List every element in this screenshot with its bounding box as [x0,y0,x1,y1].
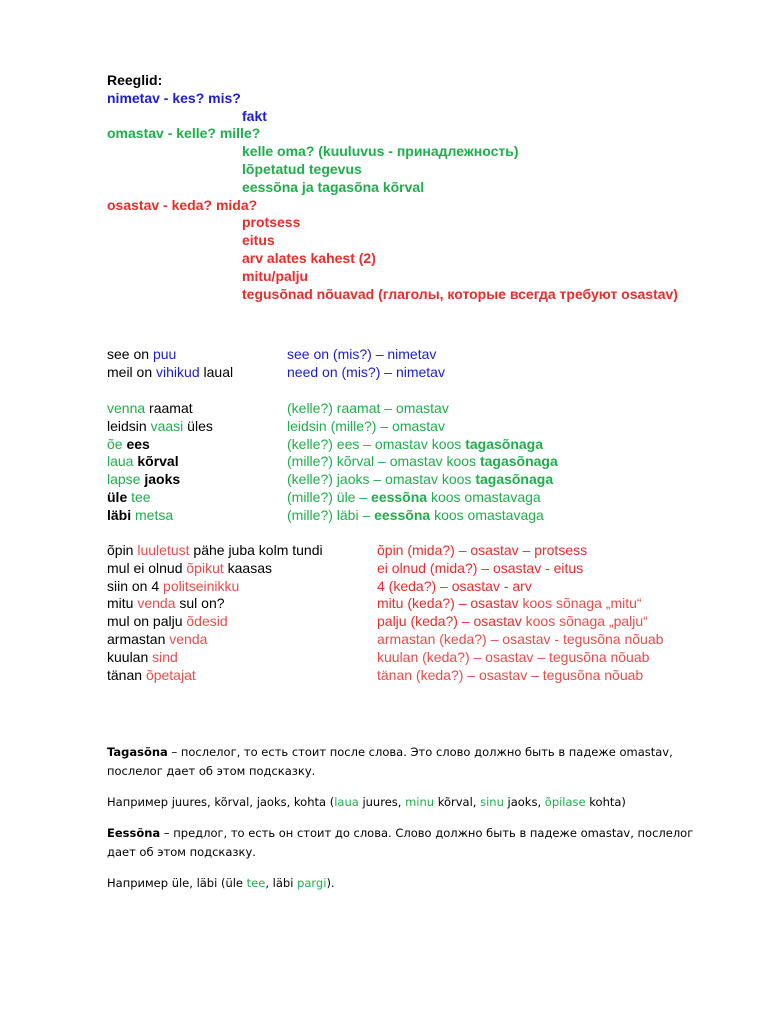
example-explanation: leidsin (mille?) – omastav [287,417,445,434]
highlighted-word: venda [137,595,176,612]
example-text: õpin [107,542,138,558]
note-text: üle [225,876,247,890]
note-text: jaoks [503,795,538,809]
osastav-rule-item: eitus [242,232,275,249]
explanation-term: tagasõnaga [479,453,558,470]
highlighted-word: tee [127,488,151,505]
highlighted-word: vihikud [156,363,200,380]
example-explanation [287,489,541,507]
explanation-note: koos sõnaga „palju“ [525,613,648,630]
highlighted-word: laua [334,795,359,809]
definition-text: – предлог, то есть он стоит до слова. Слово должно быть в падеже omastav, послелог дает об этом подсказку. [107,826,694,859]
example-text: raamat [145,400,193,416]
example-explanation: see on (mis?) – nimetav [287,346,437,362]
tagasona-definition [107,743,707,781]
osastav-rule-item: mitu/palju [242,267,309,284]
tagasona-examples [107,793,707,812]
explanation-text: koos omastavaga [430,506,544,523]
example-sentence [107,560,272,578]
highlighted-word: politseinikku [163,577,240,594]
separator: , [265,876,273,890]
example-explanation: 4 (keda?) – osastav - arv [377,577,532,594]
example-text: kaasas [223,559,272,576]
example-sentence [107,346,176,364]
highlighted-word: sind [152,648,178,665]
highlighted-word: tee [246,876,266,890]
example-explanation: ei olnud (mida?) – osastav - eitus [377,559,584,576]
explanation-text: (mille?) läbi – [287,506,375,523]
rules-section [107,72,678,303]
note-text: Например üle, läbi ( [107,876,226,890]
highlighted-word: lapse [107,471,141,488]
highlighted-word: minu [405,795,435,809]
highlighted-word: õdesid [186,613,228,630]
omastav-rule-item: kelle oma? (kuuluvus - принадлежность) [242,143,519,160]
preposition-word: üle [107,488,128,505]
example-sentence [107,507,173,525]
rules-title: Reeglid: [107,72,163,88]
example-sentence [107,400,193,418]
eessona-examples [107,874,707,893]
example-text: kuulan [107,648,153,665]
example-sentence [107,489,151,507]
example-text: mul on palju [107,613,187,630]
postposition-word: ees [122,435,150,452]
example-explanation [287,507,544,525]
example-text: armastan [107,630,170,647]
highlighted-word: sinu [480,795,504,809]
example-sentence [107,595,225,613]
example-text: see on [107,346,153,362]
preposition-word: läbi [107,506,132,523]
example-text: pähe juba kolm tundi [189,542,323,558]
term: Tagasõna [107,745,168,759]
highlighted-word: puu [152,346,177,362]
example-explanation: õpin (mida?) – osastav – protsess [377,542,588,558]
example-sentence [107,613,228,631]
note-text: kõrval [434,795,473,809]
example-text: laual [199,363,234,380]
example-explanation [287,436,543,454]
example-text: sul on? [175,595,225,612]
highlighted-word: õe [107,435,123,452]
explanation-term: tagasõnaga [465,435,544,452]
separator: , [472,795,481,809]
highlighted-word: luuletust [137,542,190,558]
highlighted-word: venna [107,400,146,416]
highlighted-word: laua [107,453,134,470]
explanation-note: koos sõnaga „mitu“ [522,595,642,612]
example-explanation [287,471,553,489]
example-text: tänan [107,666,146,683]
notes-section [107,743,707,905]
example-sentence [107,436,150,454]
example-explanation: tänan (keda?) – osastav – tegusõna nõuab [377,666,644,683]
highlighted-word: metsa [131,506,174,523]
note-text: ) [621,795,626,809]
postposition-word: jaoks [140,471,181,488]
explanation-term: eessõna [371,488,428,505]
example-explanation: kuulan (keda?) – osastav – tegusõna nõuab [377,648,650,665]
omastav-rule-item: eessõna ja tagasõna kõrval [242,178,425,195]
omastav-header: omastav - kelle? mille? [107,125,261,142]
example-explanation: need on (mis?) – nimetav [287,363,445,380]
explanation-text: mitu (keda?) – osastav [377,595,523,612]
omastav-rule-item: lõpetatud tegevus [242,160,362,177]
explanation-text: koos omastavaga [427,488,541,505]
explanation-text: palju (keda?) – osastav [377,613,526,630]
explanation-text: (kelle?) ees – omastav koos [287,435,466,452]
example-sentence [107,453,179,471]
highlighted-word: vaasi [150,417,184,434]
example-explanation [287,453,558,471]
example-explanation [377,595,642,613]
example-sentence [107,471,180,489]
nimetav-header: nimetav - kes? mis? [107,89,241,106]
explanation-term: tagasõnaga [475,471,554,488]
example-text: meil on [107,363,157,380]
highlighted-word: õpikut [186,559,224,576]
example-explanation [377,613,648,631]
note-text: kohta [585,795,622,809]
example-sentence [107,578,239,596]
osastav-rule-item: tegusõnad nõuavad (глаголы, которые всегда требуют osastav) [242,285,678,302]
definition-text: – послелог, то есть стоит после слова. Это слово должно быть в падеже omastav, послелог дает об этом подсказку. [107,745,673,778]
highlighted-word: venda [169,630,208,647]
explanation-text: (kelle?) jaoks – omastav koos [287,471,476,488]
highlighted-word: õpilase [544,795,586,809]
osastav-header: osastav - keda? mida? [107,196,258,213]
example-text: leidsin [107,417,151,434]
osastav-rule-item: protsess [242,214,301,231]
example-explanation: armastan (keda?) – osastav - tegusõna nõuab [377,630,664,647]
explanation-text: (mille?) kõrval – omastav koos [287,453,480,470]
highlighted-word: õpetajat [145,666,196,683]
term: Eessõna [107,826,161,840]
explanation-term: eessõna [374,506,431,523]
postposition-word: kõrval [133,453,179,470]
explanation-text: (mille?) üle – [287,488,372,505]
note-text: ). [326,876,335,890]
example-text: mul ei olnud [107,559,187,576]
example-sentence [107,364,233,382]
nimetav-rule-item: fakt [242,107,267,124]
note-text: läbi [272,876,298,890]
highlighted-word: pargi [297,876,327,890]
eessona-definition [107,824,707,862]
separator: , [397,795,406,809]
example-text: siin on 4 [107,577,164,594]
separator: , [537,795,545,809]
osastav-rule-item: arv alates kahest (2) [242,249,376,266]
example-text: mitu [107,595,138,612]
note-text: juures [358,795,398,809]
example-sentence [107,418,213,436]
note-text: Например juures, kõrval, jaoks, kohta ( [107,795,335,809]
example-sentence [107,542,323,560]
example-sentence [107,667,196,685]
example-text: üles [183,417,213,434]
example-explanation: (kelle?) raamat – omastav [287,400,449,416]
example-sentence [107,631,207,649]
example-sentence [107,649,178,667]
